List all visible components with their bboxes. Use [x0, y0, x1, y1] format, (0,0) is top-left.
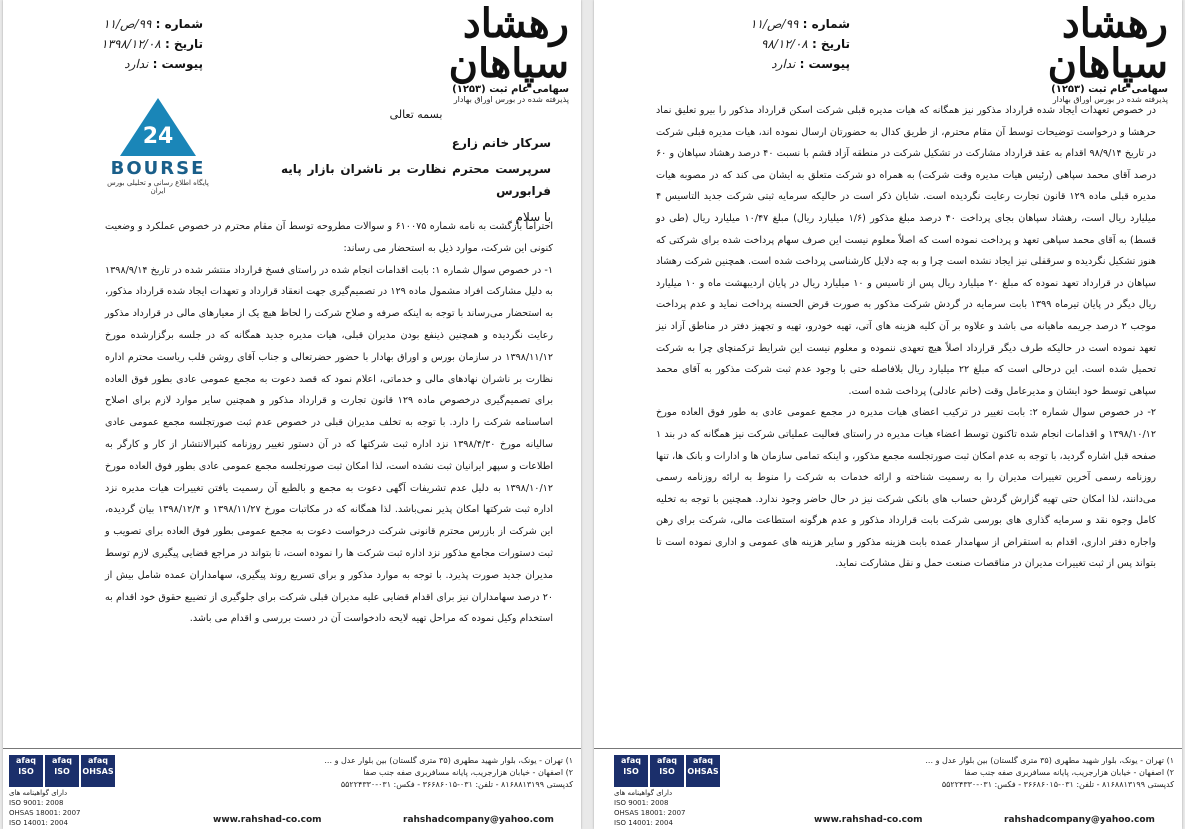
cert-code: ISO 9001: 2008	[614, 799, 669, 807]
body-paragraph: در خصوص تعهدات ایجاد شده قرارداد مذکور نیز همگانه که هیات مدیره قبلی شرکت اسکن قرارداد مذکور را بیرو تعلیق نماد حرهشا و درخواست توضیحات توسط آن مقام محترم، از طریق کدال به حضورتان ارسال نموده اند، هیات مدیره قبلی شرکت در تاریخ ۹۸/۹/۱۴ اقدام به عقد قرارداد مشارکت در تشکیل شرکت در منطقه آزاد قشم با نسبت ۴۰ درصد رهشاد سپاهان و ۶۰ درصد آقای محمد سپاهی (رئیس هیات مدیره وقت شرکت) به همراه دو شرکت متعلق به ایشان می کند که در مصوبه هیات مدیره قبلی ماده ۱۲۹ قانون تجارت رعایت نگردیده است. شایان ذکر است در حالیکه سرمایه ثبتی شرکت جدید التاسیس ۴ میلیارد ریال است، رهشاد سپاهان بجای پرداخت ۴۰ درصد مبلغ مذکور (۱/۶ میلیارد ریال) مبلغ ۱۰/۴۷ میلیارد ریال (طی دو قسط) به آقای محمد سپاهی تعهد و پرداخت نموده است که اصلاً معلوم نیست این صرف سهام پرداخت شده برای شرکتی که هنوز تشکیل نگردیده و سرقفلی نیز ایجاد نشده است چرا و به چه دلایل کارشناسی پرداخت شده است. همچنین شرکت رهشاد سپاهان در قرارداد تعهد نموده که مبلغ ۲۰ میلیارد ریال پس از تاسیس و ۱۰ میلیارد ریال در پایان اردیبهشت ماه و ۱۰ میلیارد ریال دیگر در پایان تیرماه ۱۳۹۹ بابت سرمایه در گردش شرکت مذکور به صورت قرض الحسنه پرداخت نماید و عدم پرداخت موجب ۲ درصد جریمه ماهیانه می باشد و علاوه بر آن کلیه هزینه های آتی، تهیه خودرو، تهیه و تجهیز دفتر در مناطق آزاد نیز تعهد نموده است در حالیکه طرف دیگر قرارداد اصلاً هیچ تعهدی ننموده و معلوم نیست این شرایط ترکمنچای چرا به شرکت تحمیل شده است. این درحالی است که مبلغ ۲۲ میلیارد ریال بلافاصله حتی با وجود عدم ثبت شرکت مذکور به آقای محمد سپاهی توسط خود ایشان و مدیرعامل وقت (خانم عادلی) پرداخت شده است.	[656, 105, 1157, 397]
bourse-logo	[103, 98, 213, 195]
certification-badges	[614, 755, 734, 827]
date-value: ۹۸/۱۲/۰۸	[760, 37, 808, 51]
afaq-badge-icon: afaq ISO	[650, 755, 684, 787]
attach-label: پیوست :	[152, 57, 203, 71]
footer-address	[153, 755, 573, 791]
footer-line: کدپستی ۸۱۶۸۸۱۳۱۹۹ - تلفن: ۰۳۱-۳۶۶۸۶۰۱۵ - فکس: ۰۳۱-۵۵۲۲۴۳۳۰	[340, 780, 573, 789]
bourse-tagline: پایگاه اطلاع رسانی و تحلیلی بورس ایران	[107, 179, 209, 195]
letter-footer	[594, 748, 1182, 829]
footer-line: ۲) اصفهان - خیابان هزارجریب، پایانه مسافربری صفه جنب صفا	[363, 768, 573, 777]
footer-line: کدپستی ۸۱۶۸۸۱۳۱۹۹ - تلفن: ۰۳۱-۳۶۶۸۶۰۱۵ - فکس: ۰۳۱-۵۵۲۲۴۳۳۰	[941, 780, 1174, 789]
footer-address	[754, 755, 1174, 791]
company-name: رهشاد سپاهان	[1047, 0, 1168, 87]
number-label: شماره :	[155, 17, 203, 31]
company-email: rahshadcompany@yahoo.com	[1004, 815, 1155, 825]
footer-line: ۱) تهران - یونک، بلوار شهید مطهری (۳۵ متری گلستان) بین بلوار عدل و ...	[925, 756, 1174, 765]
letter-heading	[281, 104, 551, 228]
body-paragraph: ۲- در خصوص سوال شماره ۲: بابت تغییر در ترکیب اعضای هیات مدیره در مجمع عمومی عادی به طور فوق العاده مورخ ۱۳۹۸/۱۰/۱۲ و اقدامات انجام شده تاکنون توسط اعضاء هیات مدیره در راستای فعالیت عملیاتی شرکت نیز همگانه که در بند ۱ صفحه قبل اشاره گردید، با توجه به عدم امکان ثبت صورتجلسه مجمع مذکور، و اینکه تمامی سازمان ها و ادارات و بانک ها، تنها روزنامه رسمی آخرین تغییرات مدیران را به رسمیت شناخته و ارائه خدمات به شرکت را منوط به ارائه روزنامه رسمی می‌دانند، لذا امکان حتی تهیه گزارش گردش حساب های بانکی شرکت نیز در حال حاضر وجود ندارد. همچنین با توجه به تخلیه کامل وجوه نقد و سرمایه گذاری های بورسی شرکت بابت قرارداد مذکور و عدم هرگونه استطاعت مالی، شرکت برای رهن واجاره دفتر اداری، اقدام به استقراض از سهامدار عمده بابت هزینه مذکور و سایر هزینه های عمومی و اداری نموده است تا بتواند پس از ثبت تغییرات مدیران در مناقصات صنعت حمل و نقل مشارکت نماید.	[656, 407, 1156, 570]
company-website: www.rahshad-co.com	[213, 815, 322, 825]
letter-footer	[3, 748, 581, 829]
company-logo	[399, 0, 569, 104]
company-name: رهشاد سپاهان	[448, 0, 569, 87]
addressee: سرکار خانم زارع	[451, 136, 551, 150]
afaq-badge-icon: afaq ISO	[9, 755, 43, 787]
company-subtitle: سهامی عام ثبت (۱۲۵۳)	[1051, 84, 1168, 95]
number-label: شماره :	[802, 17, 850, 31]
afaq-badge-icon: afaq OHSAS	[81, 755, 115, 787]
greeting: با سلام	[515, 210, 551, 224]
afaq-badge-icon: afaq ISO	[45, 755, 79, 787]
footer-line: ۲) اصفهان - خیابان هزارجریب، پایانه مسافربری صفه جنب صفا	[964, 768, 1174, 777]
letter-meta	[33, 14, 203, 74]
cert-code: ISO 9001: 2008	[9, 799, 64, 807]
invocation: بسمه تعالی	[389, 108, 443, 121]
addressee-title: سرپرست محترم نظارت بر ناشران بازار پایه فرابورس	[281, 162, 551, 198]
body-paragraph: ۱- در خصوص سوال شماره ۱: بابت اقدامات انجام شده در راستای فسخ قرارداد منتشر شده در تاریخ ۱۳۹۸/۹/۱۴ به دلیل مشارکت افراد مشمول ماده ۱۲۹ در تصمیم‌گیری جهت انعقاد قرارداد و تعهدات ایجاد شده قرارداد مذکور، به استحضار می‌رساند با توجه به اینکه صرفه و صلاح شرکت را لحاظ هیچ یک از معیارهای مالی در قرارداد مذکور رعایت نگردیده و همچنین ذینفع بودن مدیران قبلی، هیات مدیره جدید همگانه که در جلسه برگزارشده مورخ ۱۳۹۸/۱۱/۱۲ در سازمان بورس و اوراق بهادار با حضور حضرتعالی و جناب آقای روشن قلب ریاست محترم اداره نظارت بر ناشران نهادهای مالی و خدماتی، اعلام نمود که قصد دعوت به مجمع عمومی عادی بطور فوق العاده برای تصمیم‌گیری درخصوص ماده ۱۲۹ قانون تجارت و قرارداد مذکور و همچنین سایر موارد لازم برای اصلاح اساسنامه شرکت را دارد. با توجه به تخلف مدیران قبلی در خصوص عدم ثبت صورتجلسه مجمع عمومی عادی سالیانه مورخ ۱۳۹۸/۴/۳۰ نزد اداره ثبت شرکتها که در آن دستور تغییر روزنامه کثیرالانتشار از کار و کارگر به اطلاعات و سپهر ایرانیان ثبت نشده است، لذا امکان ثبت صورتجلسه مجمع عمومی عادی بطور فوق العاده مورخ ۱۳۹۸/۱۰/۱۲ به دلیل عدم تشریفات آگهی دعوت به مجمع و بالطبع آن رسمیت یافتن تغییرات هیات مدیره نزد اداره ثبت شرکتها امکان پذیر نمی‌باشد. لذا همگانه که در مکاتبات مورخ ۱۳۹۸/۱۱/۲۷ و ۱۳۹۸/۱۲/۴ بیان گردیده، این شرکت از بازرس محترم قانونی شرکت درخواست دعوت به مجمع عمومی بطور فوق العاده برای تصویب و ثبت دستورات مجامع مذکور نزد اداره ثبت شرکت ها را نموده است، تا بتواند در مراجع قضایی پیگیری لازم توسط مدیران جدید صورت پذیرد. با توجه به موارد مذکور و برای تسریع روند پیگیری، سهامداران عمده شامل بیش از ۲۰ درصد سهامداران نیز برای اقدام قضایی علیه مدیران قبلی شرکت برای جلوگیری از تضییع حقوق خود اقدام به استخدام وکیل نموده که مراحل تهیه لایحه دادخواست آن در دست بررسی و اقدام می باشد.	[105, 264, 553, 625]
company-email: rahshadcompany@yahoo.com	[403, 815, 554, 825]
cert-code: OHSAS 18001: 2007	[9, 809, 81, 817]
certification-badges	[9, 755, 129, 827]
date-label: تاریخ :	[164, 37, 203, 51]
letter-page-1	[3, 0, 581, 829]
cert-caption: دارای گواهینامه های	[9, 789, 68, 797]
cert-code: ISO 14001: 2004	[614, 819, 673, 827]
date-value: ۱۳۹۸/۱۲/۰۸	[101, 37, 161, 51]
date-label: تاریخ :	[811, 37, 850, 51]
cert-code: ISO 14001: 2004	[9, 819, 68, 827]
cert-caption: دارای گواهینامه های	[614, 789, 673, 797]
number-value: ۹۹/ص/۱۱	[750, 17, 799, 31]
attach-label: پیوست :	[799, 57, 850, 71]
cert-code: OHSAS 18001: 2007	[614, 809, 686, 817]
afaq-badge-icon: afaq OHSAS	[686, 755, 720, 787]
number-value: ۹۹/ص/۱۱	[103, 17, 152, 31]
bourse-number: 24	[142, 124, 174, 149]
letter-meta	[680, 14, 850, 74]
body-paragraph: احتراماً بازگشت به نامه شماره ۶۱۰۰۷۵ و سوالات مطروحه توسط آن مقام محترم در خصوص عملکرد و وضعیت کنونی این شرکت، موارد ذیل به استحضار می رساند:	[105, 221, 554, 254]
company-listing: پذیرفته شده در بورس اوراق بهادار	[453, 95, 569, 104]
footer-line: ۱) تهران - یونک، بلوار شهید مطهری (۳۵ متری گلستان) بین بلوار عدل و ...	[324, 756, 573, 765]
letter-body	[105, 216, 553, 630]
attach-value: ندارد	[124, 57, 149, 71]
company-website: www.rahshad-co.com	[814, 815, 923, 825]
company-subtitle: سهامی عام ثبت (۱۲۵۳)	[452, 84, 569, 95]
letter-body	[656, 100, 1156, 575]
letter-page-2	[594, 0, 1182, 829]
afaq-badge-icon: afaq ISO	[614, 755, 648, 787]
attach-value: ندارد	[771, 57, 796, 71]
company-logo	[998, 0, 1168, 104]
bourse-word: BOURSE	[110, 158, 206, 179]
company-listing: پذیرفته شده در بورس اوراق بهادار	[1052, 95, 1168, 104]
